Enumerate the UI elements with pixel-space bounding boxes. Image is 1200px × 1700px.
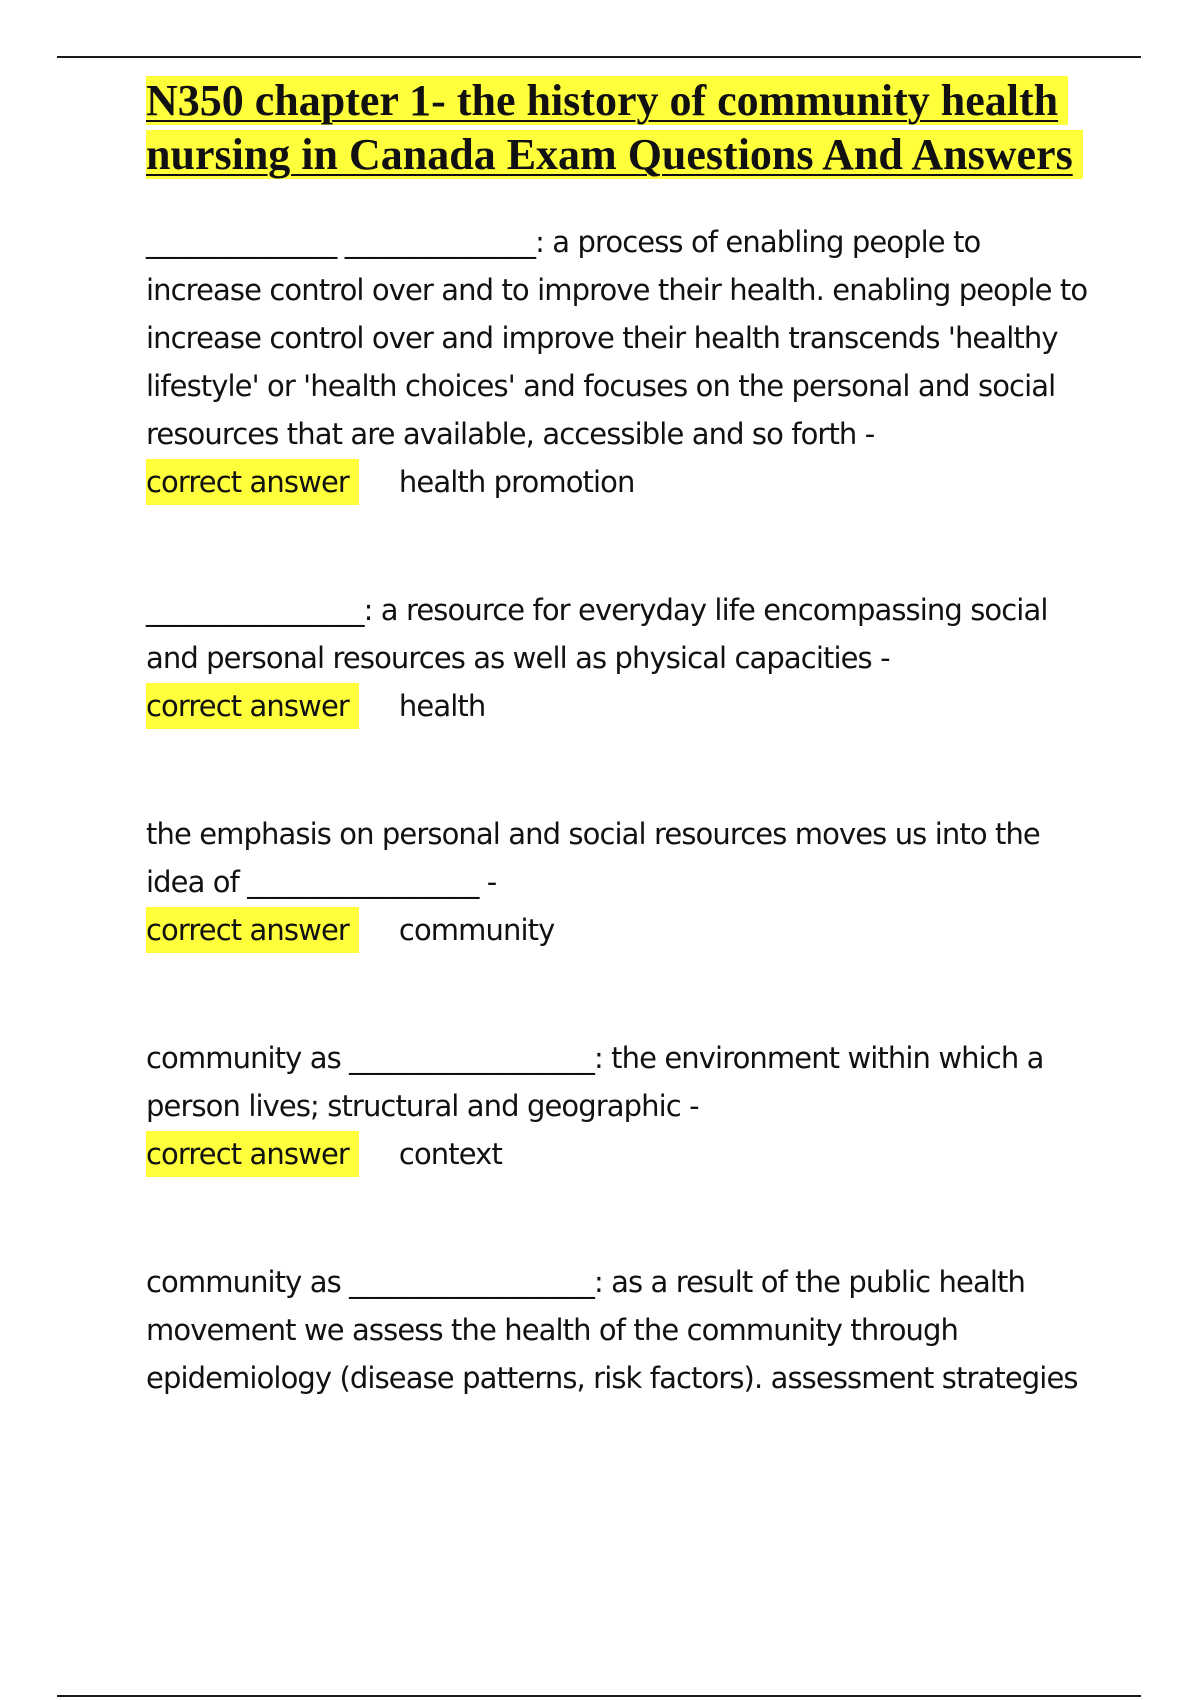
qa-item (146, 1034, 1096, 1178)
correct-answer-label: correct answer (146, 907, 359, 953)
answer-text: context (398, 1137, 502, 1171)
document-body (146, 74, 1096, 1402)
question-text: community as __________________: as a result of the public health movement we assess the health of the community through epidemiology (disease patterns, risk factors). assessment strategies (146, 1265, 1078, 1395)
top-rule (57, 56, 1141, 58)
answer-text: health promotion (398, 465, 635, 499)
question-text: community as __________________: the environment within which a person lives; structural and geographic - (146, 1041, 1044, 1123)
qa-item (146, 586, 1096, 730)
answer-row (146, 458, 1096, 506)
document-title (146, 74, 1096, 182)
question-text: the emphasis on personal and social resources moves us into the idea of _________________ - (146, 817, 1040, 899)
answer-text: health (398, 689, 486, 723)
question-text: ________________: a resource for everyday life encompassing social and personal resources as well as physical capacities - (146, 593, 1048, 675)
answer-row (146, 1130, 1096, 1178)
correct-answer-label: correct answer (146, 1131, 359, 1177)
correct-answer-label: correct answer (146, 683, 359, 729)
answer-text: community (398, 913, 555, 947)
qa-item (146, 810, 1096, 954)
bottom-rule (57, 1695, 1141, 1697)
answer-row (146, 906, 1096, 954)
answer-row (146, 682, 1096, 730)
qa-item (146, 218, 1096, 506)
question-text: ______________ ______________: a process of enabling people to increase control over and to improve their health. enabling people to increase control over and improve their health transcends 'healthy lifestyle' or 'health choices' and focuses on the personal and social resources that are available, accessible and so forth - (146, 225, 1088, 451)
qa-item (146, 1258, 1096, 1402)
correct-answer-label: correct answer (146, 459, 359, 505)
title-text: N350 chapter 1- the history of community health nursing in Canada Exam Questions And Answers (146, 76, 1083, 179)
